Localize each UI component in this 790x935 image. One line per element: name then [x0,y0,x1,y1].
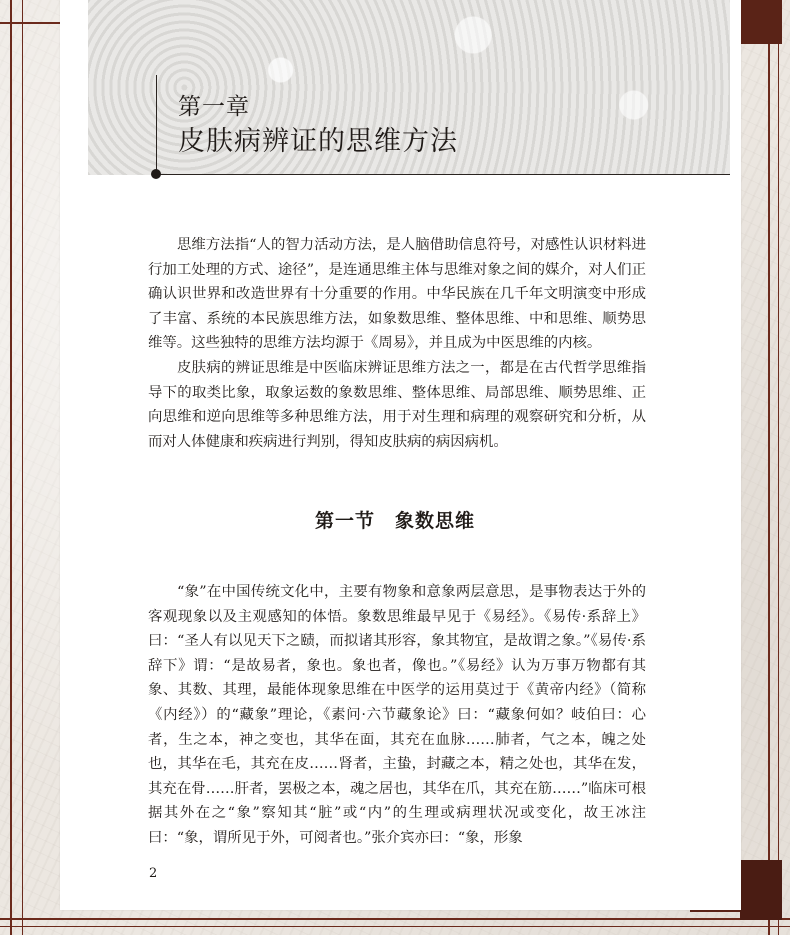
frame-line-right-inner [778,0,779,935]
corner-block-right [738,10,782,44]
frame-line-left-inner [22,0,23,935]
header-vertical-rule [156,75,157,175]
frame-line-left [10,0,12,935]
chapter-number: 第一章 [178,94,250,120]
header-bullet-dot [151,169,161,179]
frame-line-bottom [0,918,790,920]
chapter-title: 皮肤病辨证的思维方法 [178,126,458,157]
intro-paragraph-2: 皮肤病的辨证思维是中医临床辨证思维方法之一，都是在古代哲学思维指导下的取类比象，取象运数的象数思维、整体思维、局部思维、顺势思维、正向思维和逆向思维等多种思维方法，用于对生理和病理的观察研究和分析，从而对人体健康和疾病进行判别，得知皮肤病的病因病机。 [148,359,646,450]
intro-paragraph-1: 思维方法指“人的智力活动方法，是人脑借助信息符号，对感性认识材料进行加工处理的方式、途径”，是连通思维主体与思维对象之间的媒介，对人们正确认识世界和改造世界有十分重要的作用。中华民族在几千年文明演变中形成了丰富、系统的本民族思维方法，如象数思维、整体思维、中和思维、顺势思维等。这些独特的思维方法均源于《周易》，并且成为中医思维的内核。 [148,237,646,352]
page-number: 2 [149,866,158,881]
section-paragraph-1: “象”在中国传统文化中，主要有物象和意象两层意思，是事物表达于外的客观现象以及主观感知的体悟。象数思维最早见于《易经》。《易传·系辞上》曰：“圣人有以见天下之赜，而拟诸其形容，象其物宜，是故谓之象。”《易传·系辞下》谓：“是故易者，象也。象也者，像也。”《易经》认为万事万物都有其象、其数、其理，最能体现象思维在中医学的运用莫过于《黄帝内经》（简称《内经》）的“藏象”理论，《素问·六节藏象论》曰：“藏象何如？岐伯曰：心者，生之本，神之变也，其华在面，其充在血脉……肺者，气之本，魄之处也，其华在毛，其充在皮……肾者，主蛰，封藏之本，精之处也，其华在发，其充在骨……肝者，罢极之本，魂之居也，其华在爪，其充在筋……”临床可根据其外在之“象”察知其“脏”或“内”的生理或病理状况或变化，故王冰注曰：“象，谓所见于外，可阅者也。”张介宾亦曰：“象，形象 [148,584,646,846]
section-title: 第一节 象数思维 [314,510,475,532]
section-text [148,580,646,851]
frame-line-bottom-inner [0,926,790,927]
frame-line-right [768,0,770,935]
corner-block-bottom-right-2 [740,860,782,920]
intro-text [148,233,646,454]
frame-line-top [0,22,60,24]
header-horizontal-rule [156,174,730,175]
